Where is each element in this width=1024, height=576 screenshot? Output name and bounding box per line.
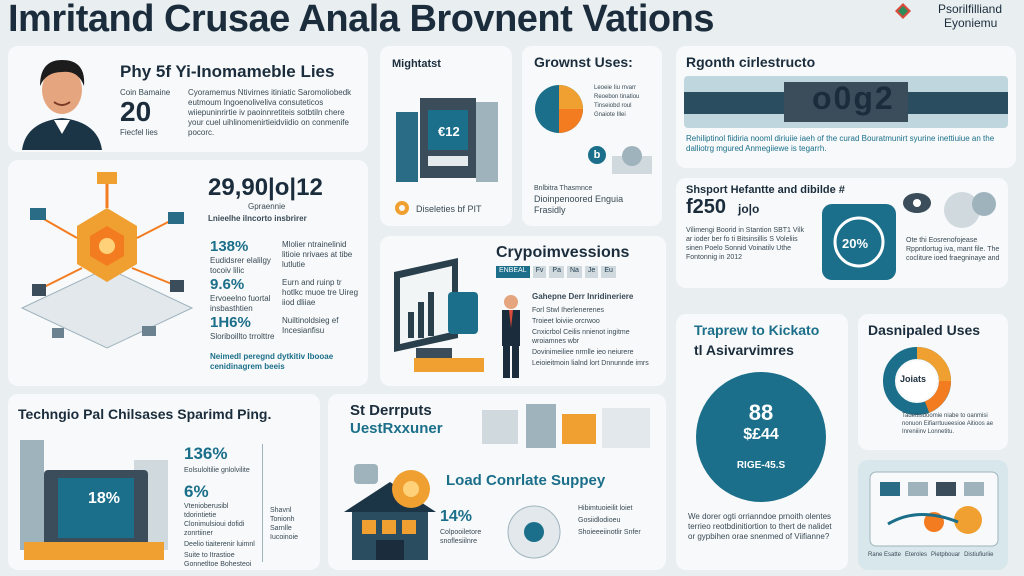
mini-labels bbox=[868, 552, 1004, 558]
technology-heading: Techngio Pal Chilsases Sparimd Ping. bbox=[18, 406, 272, 422]
infographic-mini-card bbox=[858, 460, 1008, 570]
grownst-card bbox=[522, 46, 662, 226]
stat-value-2: 9.6% bbox=[210, 276, 245, 293]
mini-label: Distiufiuriie bbox=[964, 552, 994, 558]
list-item: Clonimulsioui dofidi zonrtiiner bbox=[184, 521, 245, 537]
trapew-heading-1: Traprew to Kickato bbox=[694, 322, 820, 338]
technology-card bbox=[8, 394, 320, 570]
crypto-list bbox=[532, 306, 660, 368]
monitor-chart-illustration bbox=[388, 252, 492, 378]
circle-caption: RIGE-45.S bbox=[736, 460, 786, 471]
profile-number: 20 bbox=[120, 96, 152, 127]
mightatst-heading: Mightatst bbox=[392, 58, 441, 70]
gear-cluster-icon bbox=[940, 186, 1000, 232]
grownst-heading: Grownst Uses: bbox=[534, 54, 633, 70]
dasmpaled-heading: Dasnipaled Uses bbox=[868, 322, 981, 338]
depots-heading-1: St Derrputs bbox=[350, 402, 432, 419]
crypto-heading: Crypoimvessions bbox=[496, 244, 630, 261]
trapew-card bbox=[676, 314, 848, 570]
dasmpaled-card bbox=[858, 314, 1008, 450]
stat-text-1: Mlolier ntrainelinid litioie nrivaes at tibe lutlutie bbox=[282, 240, 353, 269]
mini-label: Pietpbouar bbox=[931, 552, 961, 558]
gear-icon bbox=[392, 198, 412, 218]
gauge-value: 20% bbox=[842, 236, 869, 251]
stat-value-1: 138% bbox=[210, 238, 249, 255]
stat-text-2: Eurn and ruinp tr hotlkc muoe tre Uireg iiod dliiae bbox=[282, 278, 359, 307]
lab-illustration bbox=[478, 400, 658, 454]
growth-card bbox=[676, 46, 1016, 168]
profile-sub: Fiecfel lies bbox=[120, 128, 158, 137]
crypto-sub: Gahepne Derr Inridineriere bbox=[532, 292, 634, 301]
tag-chip: Eu bbox=[601, 266, 616, 278]
person-avatar bbox=[16, 50, 108, 150]
profile-blurb: Cyoramemus Ntivirnes itiniatic Saromoliobedk eutmoum Ingoenoliveliva consuteticos wiiepuninrirtie iv paoinnretiteis sotbtiln chere your cuel uihlinomenirtieidviidio on conmenife pocorc. bbox=[188, 88, 352, 137]
profile-card bbox=[8, 46, 368, 152]
load-heading: Load Conrlate Suppey bbox=[446, 472, 606, 489]
mini-label: Rane Esatte bbox=[868, 552, 902, 558]
tech-list bbox=[184, 520, 258, 569]
eye-icon bbox=[902, 192, 932, 214]
legend-list: Leoeie Iiu rrvarr Reoebon tinatiou Tinseiobd roul Gnaiote Illei bbox=[594, 85, 640, 118]
tech-stat-1-caption: Eolsuloltilie gnlolvilite bbox=[184, 467, 250, 474]
crypto-card bbox=[380, 236, 666, 386]
support-heading: Shsport Hefantte and dibilde # bbox=[686, 184, 845, 196]
list-item: Hibimtuoieilit loiet bbox=[578, 505, 633, 512]
donut-label: Joiats bbox=[900, 374, 927, 384]
stat-caption-1: Eudidsrer elalilgy tocoiv lilic bbox=[210, 256, 271, 275]
orange-gear-icon bbox=[388, 466, 434, 512]
list-item: Dovinimeiliee nrmlle ieo neiurere bbox=[532, 349, 634, 356]
isometric-stats-card bbox=[8, 160, 368, 386]
list-item: Shoieeeiinotlir Snfer bbox=[578, 529, 641, 536]
lab-equipment-illustration bbox=[610, 142, 654, 176]
stat-text-3: Nuiltinoldsieg ef Incesianfisu bbox=[282, 316, 339, 335]
tech-stat-2-caption: Vtenioberusibl tdorintietie bbox=[184, 503, 229, 519]
tech-stat-1: 136% bbox=[184, 444, 228, 463]
support-blurb-left: Vilimengi Boorid in Stantion SBT1 Vilk ar ioder ber fo ti Bitsinsillis S Voleliis sinen Poelo Sonnid Voinatilv Uthe Fontonnig in 2012 bbox=[686, 227, 805, 261]
profile-heading: Phy 5f Yi-Inomameble Lies bbox=[120, 62, 335, 81]
businessman-figure bbox=[496, 294, 526, 380]
trapew-blurb: We dorer ogti orrianndoe prnoith olentes terrieo reotbdinitiortion to thert de nalidet or gypbihen orae snenmed of Viifianne? bbox=[688, 512, 832, 541]
tech-stat-2: 6% bbox=[184, 482, 209, 501]
tag-chip: Fv bbox=[533, 266, 547, 278]
device-illustration bbox=[500, 502, 570, 562]
mightatst-card bbox=[380, 46, 512, 226]
brand-logo-icon bbox=[895, 3, 911, 19]
tag-chip: Je bbox=[585, 266, 598, 278]
mightatst-label: Diseleties bf PIT bbox=[416, 204, 482, 214]
divider bbox=[262, 444, 263, 562]
isometric-illustration bbox=[12, 168, 202, 378]
support-price: f250 bbox=[686, 196, 727, 218]
grownst-label: Dioinpenoored Enguia Frasidly bbox=[534, 194, 624, 215]
list-item: Suite to Itrastioe Gonnetltoe Bohesteoi bbox=[184, 552, 252, 568]
crypto-tags bbox=[496, 266, 660, 278]
mini-scene-illustration bbox=[868, 468, 1000, 550]
dasmpaled-blurb: Tadettisdoomie niabe to oanmisi nonuon Eifiarrtuueesioe Aitioos ae Inreniiinv Lonnetitu. bbox=[902, 413, 994, 435]
list-item: Troieet loiviie orcrwoo bbox=[532, 318, 600, 325]
support-price-suffix: jo|o bbox=[738, 202, 760, 216]
pie-chart-icon bbox=[534, 84, 584, 134]
big-caption: Gpraennie bbox=[248, 202, 286, 211]
depots-percent: 14% bbox=[440, 508, 473, 525]
depots-heading-2: UestRxxuner bbox=[350, 420, 443, 437]
tag-chip: ENBEAL bbox=[496, 266, 530, 278]
tablet-screen-value: 18% bbox=[88, 490, 121, 507]
monitor-screen-value: €12 bbox=[438, 124, 460, 139]
depots-card bbox=[328, 394, 666, 570]
list-item: Forl Stwl Iherlenerenes bbox=[532, 307, 604, 314]
list-item: Deelio tiaiterenir luimnl bbox=[184, 541, 255, 548]
trapew-heading-2: tl Asivarvimres bbox=[694, 342, 794, 358]
list-item: Gosiidlodioeu bbox=[578, 517, 621, 524]
circle-number: 88 bbox=[748, 400, 774, 425]
stat-value-3: 1H6% bbox=[210, 314, 251, 331]
big-sub: Lnieelhe ilncorto insbrirer bbox=[208, 214, 307, 223]
depots-percent-caption: Colpooiletore snoflesiilnre bbox=[440, 529, 482, 545]
support-blurb-right: Ote thi Eosrenofojease Rppntlortug iva, mant file. The cocliture ioed fraegninaye and bbox=[906, 237, 1000, 262]
grownst-label-top: Bnlbitra Thasmnce bbox=[534, 185, 593, 192]
growth-heading: Rgonth cirlestructo bbox=[686, 54, 816, 70]
growth-blurb: Rehiliptinol fiidiria nooml diriuiie iaeh of the curad Bouratmunirt syurine inettiuiue an the dalliotrg mgured Anmegiiewe is tegarrh. bbox=[686, 134, 995, 153]
tech-text-col: Shavnl Tonionh Sarnlle Iucoinoie bbox=[270, 507, 299, 541]
list-item: Cnxicrbol Ceilis nnienot ingitme wroiamnes wbr bbox=[532, 329, 630, 345]
stat-caption-2: Ervoeelno fuortal insbasthtien bbox=[210, 294, 271, 313]
page-title: Imritand Crusae Anala Brovnent Vations bbox=[8, 0, 714, 40]
banner-text: o0g2 bbox=[812, 80, 895, 116]
brand-name: Psorilfilliand Eyoniemu bbox=[937, 2, 1002, 30]
stat-caption-3: Sloriboillto trrolttre bbox=[210, 332, 275, 341]
tag-chip: Na bbox=[567, 266, 582, 278]
center-footer: Neimedl peregnd dytkitiv Ibooae cenidinagrem beeis bbox=[210, 352, 334, 371]
depots-list bbox=[578, 504, 660, 537]
list-item: Leioieitmoin lialnd lort Dnnunnde imrs bbox=[532, 360, 649, 367]
circle-value: $£44 bbox=[743, 426, 779, 443]
profile-caption: Coin Bamaine bbox=[120, 88, 171, 97]
mini-label: Eteroles bbox=[905, 552, 928, 558]
big-stat: 29,90|o|12 bbox=[208, 174, 323, 201]
b-badge: b bbox=[588, 146, 606, 164]
support-card bbox=[676, 178, 1008, 288]
tag-chip: Pa bbox=[549, 266, 564, 278]
